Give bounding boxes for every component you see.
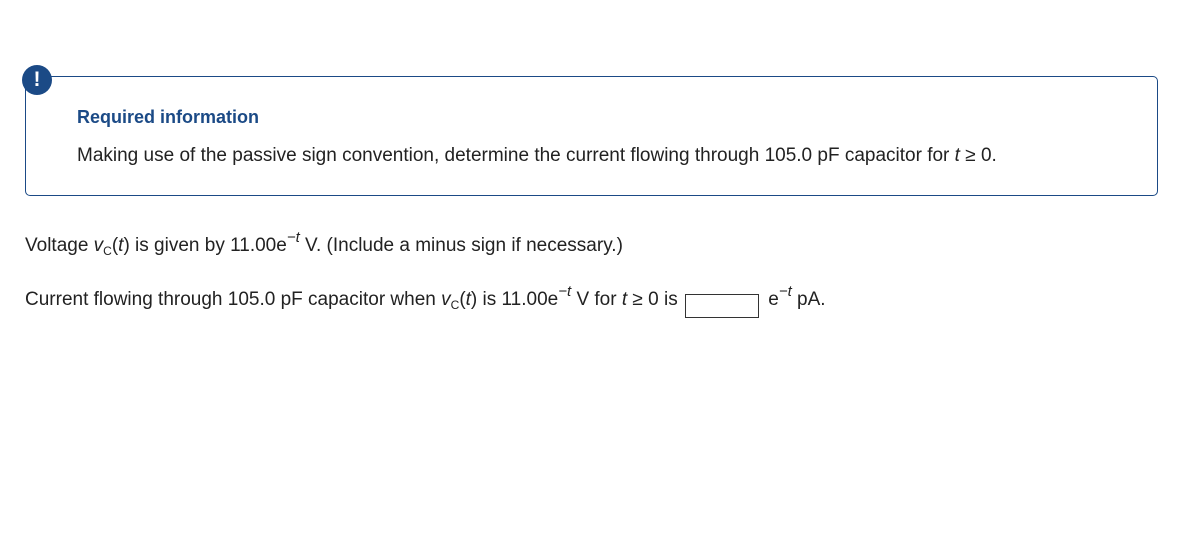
paren-close: ): [470, 289, 478, 310]
paren-open: (: [111, 235, 119, 256]
unit-suffix: pA.: [791, 289, 826, 310]
current-prefix: Current flowing through 105.0 pF capacitor when: [25, 289, 442, 310]
answer-input[interactable]: [685, 294, 759, 318]
time-variable: t: [621, 289, 628, 310]
required-information-box: [25, 76, 1158, 196]
voltage-exponent: −t: [286, 229, 300, 246]
time-variable: t: [954, 145, 960, 166]
current-question: [25, 283, 826, 318]
voltage-exponent: −t: [558, 283, 572, 300]
unit-exponent: −t: [778, 283, 792, 300]
paren-open: (: [459, 289, 466, 310]
time-variable: t: [465, 289, 471, 310]
voltage-subscript: C: [103, 244, 112, 258]
voltage-suffix: V. (Include a minus sign if necessary.): [299, 235, 623, 256]
paren-close: ): [123, 235, 130, 256]
required-information-title: Required information: [77, 107, 260, 127]
voltage-subscript: C: [450, 298, 460, 312]
required-information-text: [77, 145, 997, 167]
info-text-prefix: Making use of the passive sign convention, determine the current flowing through 105.0 pF capacitor for: [77, 145, 955, 166]
voltage-prefix: Voltage: [25, 235, 94, 256]
time-condition: ≥ 0 is: [627, 289, 683, 310]
voltage-expression: is given by 11.00e: [129, 235, 287, 256]
time-variable: t: [118, 235, 124, 256]
voltage-variable: v: [93, 235, 104, 256]
voltage-statement: [25, 229, 623, 258]
unit-base: e: [762, 289, 779, 310]
voltage-expression: is 11.00e: [477, 289, 559, 310]
voltage-variable: v: [441, 289, 451, 310]
info-text-suffix: ≥ 0.: [959, 145, 997, 166]
voltage-unit-text: V for: [571, 289, 622, 310]
exclamation-icon: !: [22, 65, 52, 95]
